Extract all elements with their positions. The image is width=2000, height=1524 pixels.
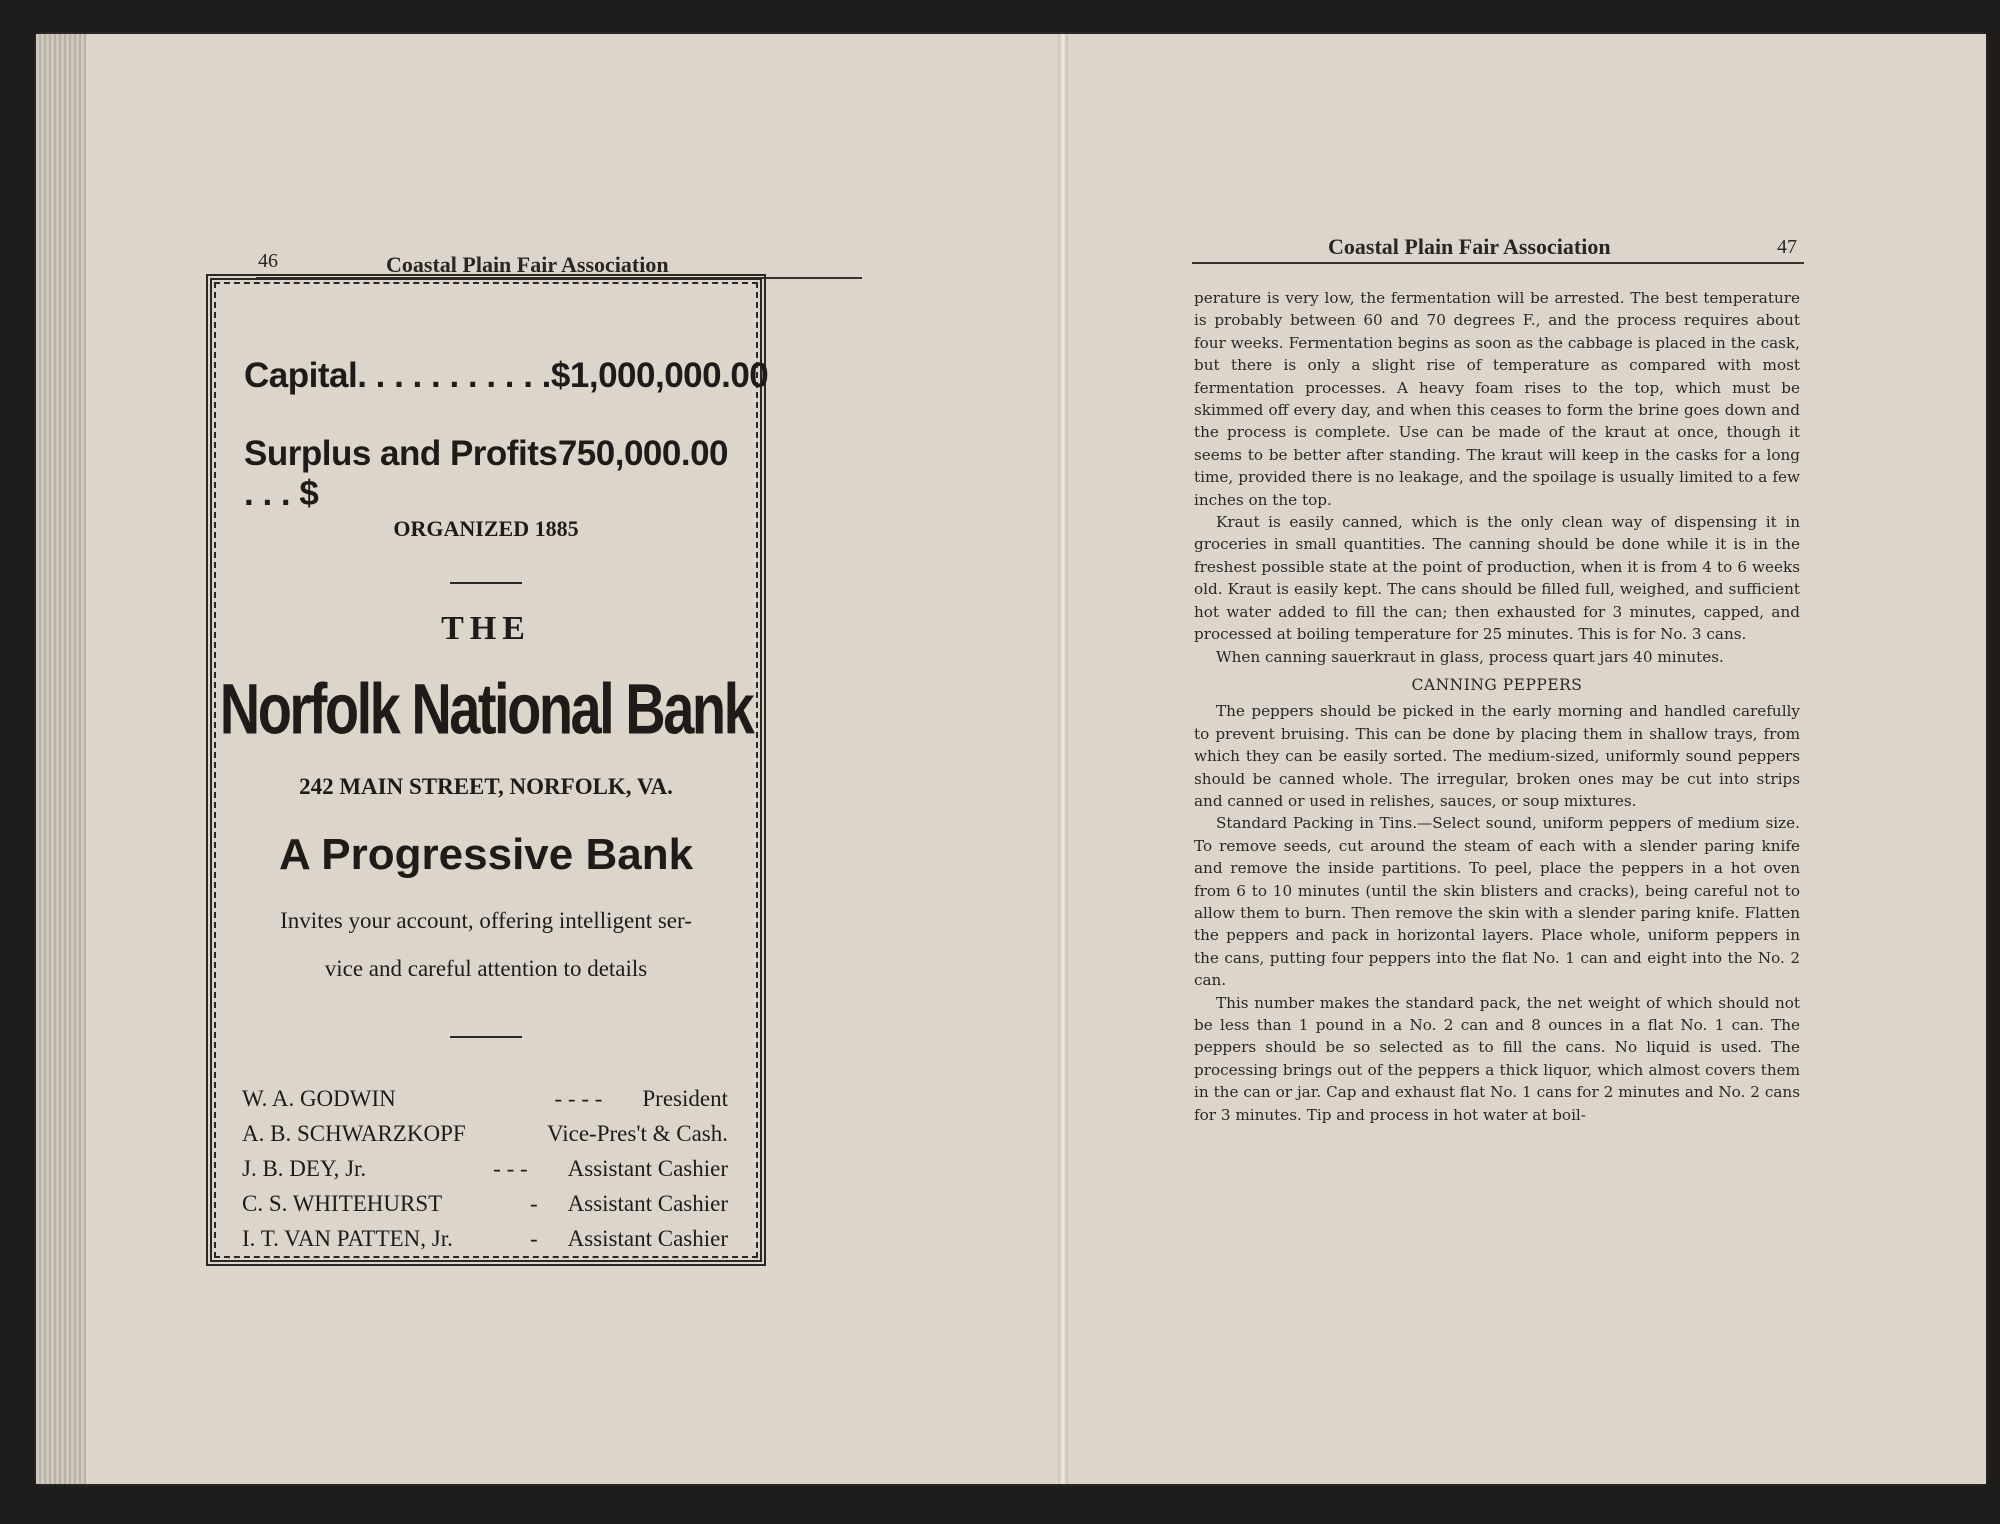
paragraph: Kraut is easily canned, which is the only clean way of dispensing it in groceries in small quantities. The canning should be done while it is in the freshest possible state at the point of production, when it is from 4 to 6 weeks old. Kraut is easily kept. The cans should be filled full, weighed, and sufficient hot water added to fill the can; then exhausted for 3 minutes, capped, and processed at boiling temperature for 25 minutes. This is for No. 3 cans.	[1194, 513, 1800, 644]
officer-title: President	[642, 1086, 728, 1111]
officer-row	[242, 1086, 728, 1112]
invite-line-2: vice and careful attention to details	[324, 956, 648, 981]
capital-value: $1,000,000.00	[550, 356, 769, 395]
paragraph: This number makes the standard pack, the net weight of which should not be less than 1 pound in a No. 2 can and 8 ounces in a flat No. 1 can. The peppers should be so selected as to fill the cans. No liquid is used. The processing brings out of the peppers a thick liquor, which almost covers them in the can or jar. Cap and exhaust flat No. 1 cans for 2 minutes and No. 2 cans for 3 minutes. Tip and process in hot water at boil-	[1194, 993, 1800, 1124]
officer-title: Assistant Cashier	[567, 1156, 728, 1181]
officer-name: I. T. VAN PATTEN, Jr.	[242, 1226, 453, 1251]
header-rule	[1192, 262, 1804, 264]
officer-row	[242, 1156, 728, 1182]
bank-address: 242 MAIN STREET, NORFOLK, VA.	[299, 774, 673, 799]
officer-title: Vice-Pres't & Cash.	[547, 1121, 728, 1146]
bank-name: Norfolk National Bank	[219, 668, 753, 749]
page-edges	[36, 34, 86, 1484]
running-title: Coastal Plain Fair Association	[1328, 234, 1611, 259]
surplus-row	[244, 434, 728, 514]
paragraph: When canning sauerkraut in glass, process quart jars 40 minutes.	[1216, 647, 1724, 666]
paragraph: The peppers should be picked in the early morning and handled carefully to prevent bruising. This can be done by placing them in shallow trays, from which they can be easily sorted. The medium-sized, uniformly sound peppers should be canned whole. The irregular, broken ones may be cut into strips and canned or used in relishes, sauces, or soup mixtures.	[1194, 702, 1800, 810]
invite-line-1: Invites your account, offering intelligent ser-	[280, 908, 692, 933]
page-number: 46	[258, 250, 278, 272]
officer-row	[242, 1191, 728, 1217]
article-body	[1194, 287, 1800, 1126]
capital-leader: . . . . . . . . . . .	[357, 356, 551, 395]
officer-separator: -	[529, 1191, 538, 1216]
officer-separator: -	[529, 1226, 538, 1251]
officer-name: C. S. WHITEHURST	[242, 1191, 443, 1216]
paragraph: Standard Packing in Tins.—Select sound, uniform peppers of medium size. To remove seeds, cut around the steam of each with a slender paring knife and remove the inside partitions. To peel, place the peppers in a hot oven from 6 to 10 minutes (until the skin blisters and cracks), being careful not to allow them to burn. Then remove the skin with a slender paring knife. Flatten the peppers and pack in horizontal layers. Place whole, uniform peppers in the cans, putting four peppers into the flat No. 1 can and eight into the No. 2 can.	[1194, 814, 1800, 990]
spine	[1058, 34, 1068, 1484]
bank-advertisement	[206, 274, 769, 1266]
officer-separator: - - - -	[554, 1086, 603, 1111]
divider	[450, 582, 522, 584]
officer-name: A. B. SCHWARZKOPF	[242, 1121, 466, 1146]
the-label: THE	[441, 610, 531, 647]
officer-separator: - - -	[493, 1156, 528, 1181]
divider	[450, 1036, 522, 1038]
running-title: Coastal Plain Fair Association	[386, 252, 669, 277]
page-number: 47	[1777, 236, 1797, 258]
surplus-label: Surplus and Profits . . . $	[244, 434, 558, 513]
officer-title: Assistant Cashier	[567, 1226, 728, 1251]
paragraph: perature is very low, the fermentation will be arrested. The best temperature is probably between 60 and 70 degrees F., and the process requires about four weeks. Fermentation begins as soon as the cabbage is placed in the cask, but there is only a slight rise of temperature as compared with most fermentation processes. A heavy foam rises to the top, which must be skimmed off every day, and when this ceases to form the brine goes down and the process is complete. Use can be made of the kraut at once, though it seems to be better after standing. The kraut will keep in the casks for a long time, provided there is no leakage, and the spoilage is usually limited to a few inches on the top.	[1194, 289, 1800, 509]
surplus-value: 750,000.00	[557, 434, 728, 473]
officer-row	[242, 1226, 728, 1252]
officer-name: J. B. DEY, Jr.	[242, 1156, 367, 1181]
capital-row	[244, 356, 769, 396]
organized-line: ORGANIZED 1885	[393, 516, 579, 541]
officer-name: W. A. GODWIN	[242, 1086, 396, 1111]
bank-slogan: A Progressive Bank	[278, 830, 694, 879]
officer-title: Assistant Cashier	[567, 1191, 728, 1216]
capital-label: Capital	[244, 356, 358, 395]
section-heading: CANNING PEPPERS	[1411, 675, 1583, 694]
officer-row	[242, 1121, 728, 1147]
